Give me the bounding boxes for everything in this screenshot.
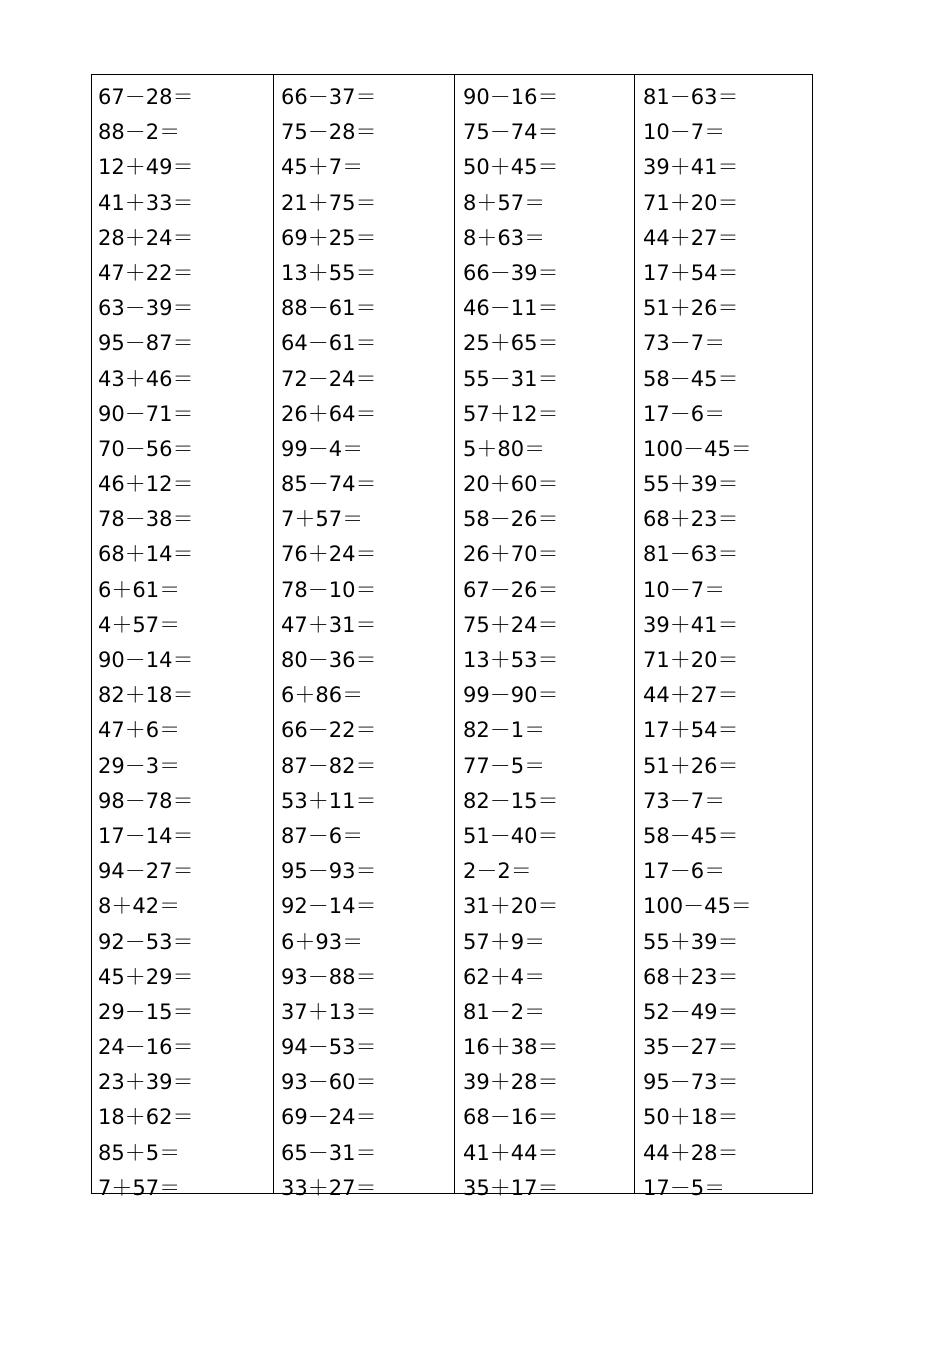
arithmetic-problem: 39＋41＝ [643,155,739,180]
arithmetic-problem: 8＋42＝ [98,894,181,919]
arithmetic-problem: 20＋60＝ [463,472,559,497]
arithmetic-problem: 80－36＝ [281,648,377,672]
arithmetic-problem: 6＋86＝ [281,683,364,708]
arithmetic-problem: 85＋5＝ [98,1140,181,1165]
arithmetic-problem: 70－56＝ [98,436,194,461]
arithmetic-problem: 13＋53＝ [463,648,559,672]
arithmetic-problem: 47＋6＝ [98,718,181,743]
arithmetic-problem: 52－49＝ [643,999,739,1024]
arithmetic-problem: 81－63＝ [643,85,739,109]
arithmetic-problem: 90－71＝ [98,401,194,426]
arithmetic-problem: 75－74＝ [463,120,559,145]
arithmetic-problem: 55－31＝ [463,366,559,391]
arithmetic-problem: 47＋31＝ [281,612,377,637]
arithmetic-problem: 8＋63＝ [463,225,546,250]
problem-column-2 [273,75,454,1200]
arithmetic-problem: 7＋57＝ [281,507,364,532]
arithmetic-problem: 6＋93＝ [281,929,364,954]
arithmetic-problem: 55＋39＝ [643,472,739,497]
arithmetic-problem: 44＋28＝ [643,1140,739,1165]
arithmetic-problem: 46－11＝ [463,296,559,321]
arithmetic-problem: 88－61＝ [281,296,377,321]
arithmetic-problem: 12＋49＝ [98,155,194,180]
arithmetic-problem: 68－16＝ [463,1105,559,1130]
arithmetic-problem: 99－4＝ [281,436,364,461]
arithmetic-problem: 44＋27＝ [643,683,739,708]
arithmetic-problem: 63－39＝ [98,296,194,321]
arithmetic-problem: 81－63＝ [643,542,739,567]
arithmetic-problem: 21＋75＝ [281,190,377,215]
arithmetic-problem: 95－93＝ [281,859,377,884]
arithmetic-problem: 17－5＝ [643,1175,726,1200]
arithmetic-problem: 45＋7＝ [281,155,364,180]
arithmetic-problem: 82＋18＝ [98,683,194,708]
arithmetic-problem: 23＋39＝ [98,1070,194,1095]
arithmetic-problem: 100－45＝ [643,894,752,919]
arithmetic-problem: 82－15＝ [463,788,559,813]
arithmetic-problem: 51－40＝ [463,823,559,848]
arithmetic-problem: 29－15＝ [98,999,194,1024]
arithmetic-problem: 69－24＝ [281,1105,377,1130]
problem-column-1 [92,75,273,1200]
arithmetic-problem: 25＋65＝ [463,331,559,356]
arithmetic-problem: 29－3＝ [98,753,181,778]
arithmetic-problem: 17＋54＝ [643,260,739,285]
arithmetic-problem: 10－7＝ [643,577,726,602]
arithmetic-problem: 66－37＝ [281,85,377,109]
arithmetic-problem: 50＋18＝ [643,1105,739,1130]
arithmetic-problem: 26＋70＝ [463,542,559,567]
arithmetic-problem: 41＋44＝ [463,1140,559,1165]
arithmetic-problem: 88－2＝ [98,120,181,145]
arithmetic-problem: 73－7＝ [643,331,726,356]
arithmetic-problem: 24－16＝ [98,1035,194,1060]
arithmetic-problem: 18＋62＝ [98,1105,194,1130]
arithmetic-problem: 58－26＝ [463,507,559,532]
arithmetic-problem: 65－31＝ [281,1140,377,1165]
arithmetic-problem: 10－7＝ [643,120,726,145]
arithmetic-problem: 51＋26＝ [643,753,739,778]
arithmetic-problem: 87－82＝ [281,753,377,778]
arithmetic-problem: 57＋9＝ [463,929,546,954]
arithmetic-problem: 13＋55＝ [281,260,377,285]
arithmetic-problem: 71＋20＝ [643,190,739,215]
arithmetic-problem: 39＋41＝ [643,612,739,637]
arithmetic-problem: 44＋27＝ [643,225,739,250]
arithmetic-problem: 90－16＝ [463,85,559,109]
arithmetic-problem: 90－14＝ [98,648,194,672]
arithmetic-problem: 66－39＝ [463,260,559,285]
arithmetic-problem: 93－88＝ [281,964,377,989]
arithmetic-problem: 81－2＝ [463,999,546,1024]
arithmetic-problem: 47＋22＝ [98,260,194,285]
arithmetic-problem: 75－28＝ [281,120,377,145]
arithmetic-problem: 28＋24＝ [98,225,194,250]
arithmetic-problem: 95－87＝ [98,331,194,356]
arithmetic-problem: 16＋38＝ [463,1035,559,1060]
arithmetic-problem: 76＋24＝ [281,542,377,567]
arithmetic-problem: 100－45＝ [643,436,752,461]
arithmetic-problem: 66－22＝ [281,718,377,743]
arithmetic-problem: 50＋45＝ [463,155,559,180]
arithmetic-problem: 17－6＝ [643,401,726,426]
arithmetic-problem: 26＋64＝ [281,401,377,426]
arithmetic-problem: 2－2＝ [463,859,532,884]
arithmetic-problem: 67－26＝ [463,577,559,602]
arithmetic-problem: 37＋13＝ [281,999,377,1024]
arithmetic-problem: 92－53＝ [98,929,194,954]
arithmetic-problem: 41＋33＝ [98,190,194,215]
arithmetic-problem: 68＋14＝ [98,542,194,567]
arithmetic-problem: 53＋11＝ [281,788,377,813]
arithmetic-problem: 68＋23＝ [643,507,739,532]
arithmetic-problem: 72－24＝ [281,366,377,391]
arithmetic-problem: 51＋26＝ [643,296,739,321]
arithmetic-problem: 73－7＝ [643,788,726,813]
arithmetic-problem: 67－28＝ [98,85,194,109]
arithmetic-problem: 75＋24＝ [463,612,559,637]
arithmetic-problem: 17－6＝ [643,859,726,884]
arithmetic-problem: 43＋46＝ [98,366,194,391]
arithmetic-problem: 5＋80＝ [463,436,546,461]
arithmetic-problem: 57＋12＝ [463,401,559,426]
arithmetic-problem: 46＋12＝ [98,472,194,497]
arithmetic-problem: 7＋57＝ [98,1175,181,1200]
arithmetic-problem: 8＋57＝ [463,190,546,215]
problem-column-3 [454,75,634,1200]
arithmetic-worksheet-table [91,74,813,1200]
arithmetic-problem: 78－10＝ [281,577,377,602]
arithmetic-problem: 92－14＝ [281,894,377,919]
arithmetic-problem: 58－45＝ [643,823,739,848]
arithmetic-problem: 17＋54＝ [643,718,739,743]
arithmetic-problem: 55＋39＝ [643,929,739,954]
arithmetic-problem: 62＋4＝ [463,964,546,989]
arithmetic-problem: 95－73＝ [643,1070,739,1095]
problem-column-4 [634,75,814,1200]
arithmetic-problem: 31＋20＝ [463,894,559,919]
arithmetic-problem: 45＋29＝ [98,964,194,989]
arithmetic-problem: 99－90＝ [463,683,559,708]
arithmetic-problem: 4＋57＝ [98,612,181,637]
arithmetic-problem: 77－5＝ [463,753,546,778]
arithmetic-problem: 98－78＝ [98,788,194,813]
arithmetic-problem: 35＋17＝ [463,1175,559,1200]
arithmetic-problem: 94－53＝ [281,1035,377,1060]
arithmetic-problem: 6＋61＝ [98,577,181,602]
arithmetic-problem: 68＋23＝ [643,964,739,989]
arithmetic-problem: 69＋25＝ [281,225,377,250]
arithmetic-problem: 33＋27＝ [281,1175,377,1200]
arithmetic-problem: 64－61＝ [281,331,377,356]
arithmetic-problem: 85－74＝ [281,472,377,497]
arithmetic-problem: 39＋28＝ [463,1070,559,1095]
arithmetic-problem: 82－1＝ [463,718,546,743]
arithmetic-problem: 78－38＝ [98,507,194,532]
arithmetic-problem: 94－27＝ [98,859,194,884]
arithmetic-problem: 17－14＝ [98,823,194,848]
arithmetic-problem: 35－27＝ [643,1035,739,1060]
arithmetic-problem: 71＋20＝ [643,648,739,672]
arithmetic-problem: 87－6＝ [281,823,364,848]
arithmetic-problem: 93－60＝ [281,1070,377,1095]
arithmetic-problem: 58－45＝ [643,366,739,391]
